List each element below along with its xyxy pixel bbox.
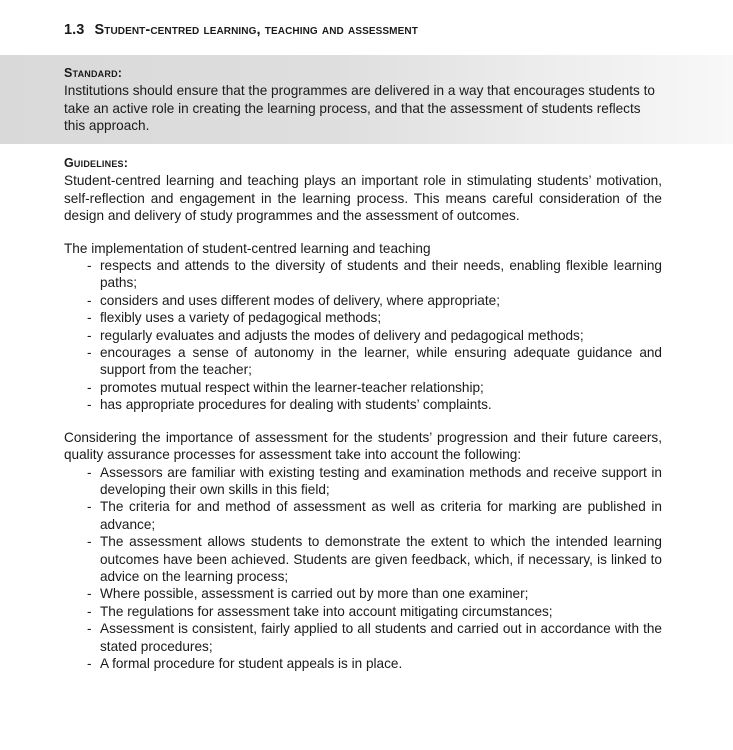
list-item: - considers and uses different modes of delivery, where appropriate; [100,292,662,309]
list-item: - Where possible, assessment is carried out by more than one examiner; [100,585,662,602]
list-item: - flexibly uses a variety of pedagogical methods; [100,309,662,326]
list-item: - has appropriate procedures for dealing with students’ complaints. [100,396,662,413]
standard-text: Institutions should ensure that the programmes are delivered in a way that encourages students to take an active role in creating the learning process, and that the assessment of students reflects this approach. [64,83,655,134]
standard-label: Standard: [64,66,123,80]
assessment-lead: Considering the importance of assessment for the students’ progression and their future careers, quality assurance processes for assessment take into account the following: [64,429,662,463]
implementation-lead: The implementation of student-centred learning and teaching [64,240,431,256]
list-item: - A formal procedure for student appeals is in place. [100,655,662,672]
section-number: 1.3 [64,22,85,38]
list-item: - regularly evaluates and adjusts the modes of delivery and pedagogical methods; [100,327,662,344]
list-item: - respects and attends to the diversity of students and their needs, enabling flexible learning paths; [100,257,662,292]
section-heading [64,22,418,39]
assessment-list [64,464,662,673]
standard-content [64,65,662,135]
list-item: - The regulations for assessment take into account mitigating circumstances; [100,603,662,620]
paragraph-gap [64,225,662,240]
list-item: - Assessment is consistent, fairly applied to all students and carried out in accordance with the stated procedures; [100,620,662,655]
standard-box [0,55,733,144]
implementation-list [64,257,662,414]
paragraph-gap [64,414,662,429]
guidelines-intro: Student-centred learning and teaching plays an important role in stimulating students’ motivation, self-reflection and engagement in the learning process. This means careful consideration of the design and delivery of study programmes and the assessment of outcomes. [64,173,662,224]
list-item: - The assessment allows students to demonstrate the extent to which the intended learning outcomes have been achieved. Students are given feedback, which, if necessary, is linked to advice on the learning process; [100,533,662,585]
list-item: - encourages a sense of autonomy in the learner, while ensuring adequate guidance and support from the teacher; [100,344,662,379]
list-item: - promotes mutual respect within the learner-teacher relationship; [100,379,662,396]
list-item: - The criteria for and method of assessment as well as criteria for marking are published in advance; [100,498,662,533]
guidelines-section [64,155,662,672]
guidelines-label: Guidelines: [64,156,129,170]
section-title: Student-centred learning, teaching and assessment [94,22,418,38]
list-item: - Assessors are familiar with existing testing and examination methods and receive support in developing their own skills in this field; [100,464,662,499]
